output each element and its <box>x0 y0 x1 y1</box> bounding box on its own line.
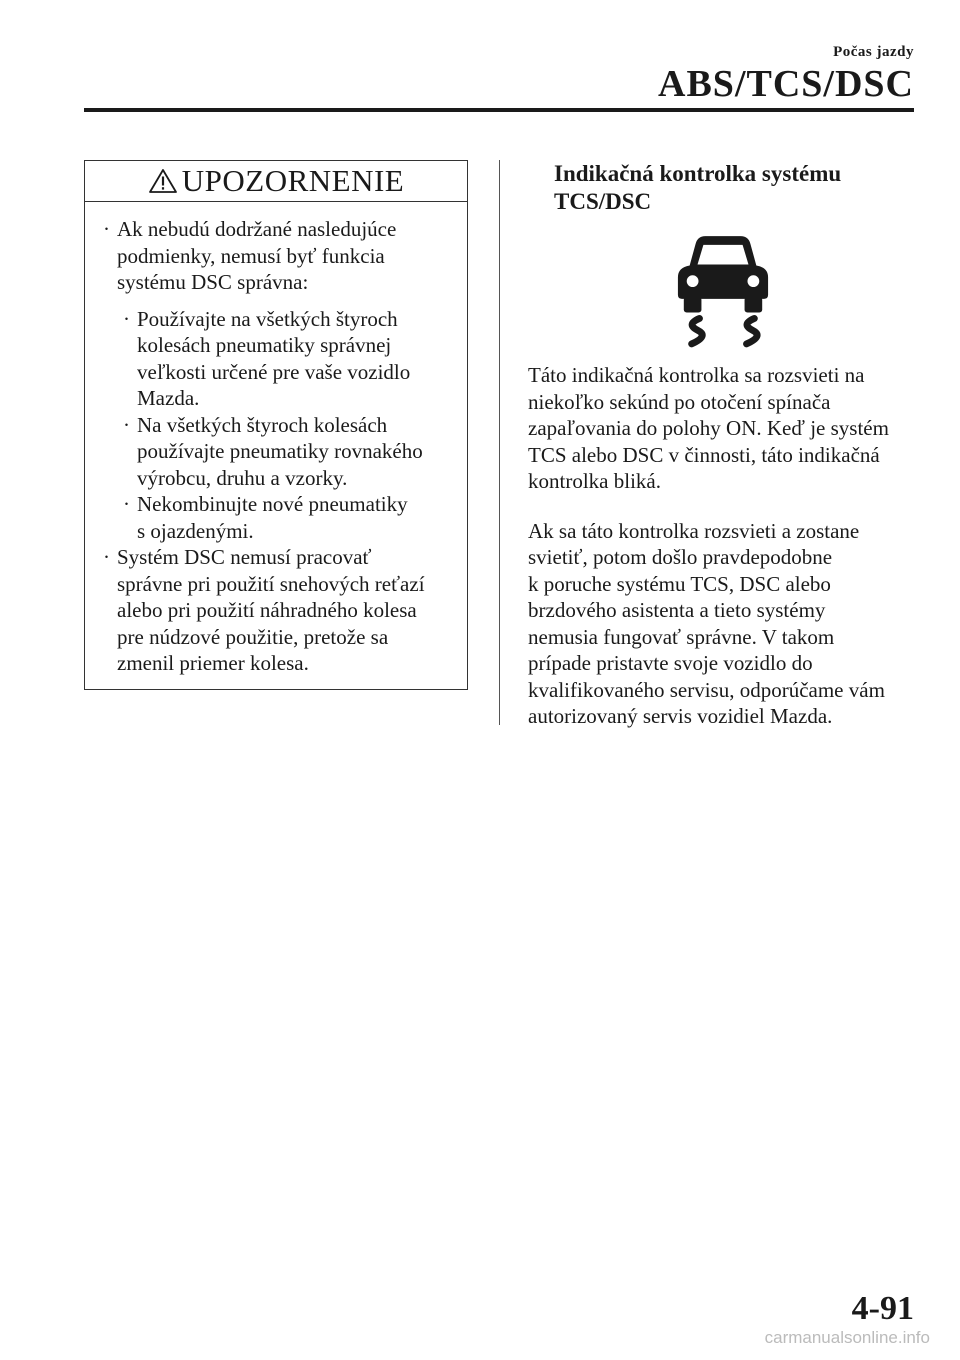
text-line: správne pri použití snehových reťazí <box>117 571 425 596</box>
text-line: Ak sa táto kontrolka rozsvieti a zostane <box>528 518 860 543</box>
text-line: Používajte na všetkých štyroch <box>137 306 398 331</box>
text-line: Na všetkých štyroch kolesách <box>137 412 388 437</box>
text-line: systému DSC správna: <box>117 270 309 294</box>
text-line: zmenil priemer kolesa. <box>117 651 309 675</box>
warning-header <box>85 161 467 202</box>
text-line: Nekombinujte nové pneumatiky <box>137 492 408 516</box>
text-line: Indikačná kontrolka systému <box>554 161 842 186</box>
warning-bullet <box>103 544 451 677</box>
text-line: TCS/DSC <box>554 189 652 214</box>
text-line: veľkosti určené pre vaše vozidlo <box>137 359 411 384</box>
warning-bullet <box>103 216 451 296</box>
text-line: výrobcu, druhu a vzorky. <box>137 465 348 490</box>
bullet-dot: · <box>103 217 110 241</box>
text-line: alebo pri použití náhradného kolesa <box>117 598 417 622</box>
text-line: používajte pneumatiky rovnakého <box>137 439 423 463</box>
text-line: nemusia fungovať správne. V takom <box>528 624 835 649</box>
column-divider <box>499 160 500 725</box>
bullet-dot: · <box>123 412 130 437</box>
page-number: 4-91 <box>851 1290 914 1327</box>
text-line: autorizovaný servis vozidiel Mazda. <box>528 704 833 728</box>
bullet-dot: · <box>123 306 130 331</box>
text-line: brzdového asistenta a tieto systémy <box>528 598 826 622</box>
text-line: niekoľko sekúnd po otočení spínača <box>528 389 831 414</box>
text-line: kolesách pneumatiky správnej <box>137 333 392 357</box>
indicator-icon-wrap <box>528 232 918 348</box>
tcs-dsc-skidding-car-icon <box>674 232 772 348</box>
watermark: carmanualsonline.info <box>764 1328 930 1347</box>
indicator-paragraph-2 <box>528 518 918 730</box>
bullet-dot: · <box>123 492 130 516</box>
warning-body <box>85 202 467 677</box>
text-line: svietiť, potom došlo pravdepodobne <box>528 545 833 569</box>
text-line: kvalifikovaného servisu, odporúčame vám <box>528 677 885 702</box>
warning-sub-bullet <box>103 306 451 412</box>
header-title: ABS/TCS/DSC <box>658 63 914 105</box>
text-line: k poruche systému TCS, DSC alebo <box>528 571 831 596</box>
warning-box <box>84 160 468 690</box>
warning-sub-bullet <box>103 412 451 492</box>
text-line: TCS alebo DSC v činnosti, táto indikačná <box>528 442 880 467</box>
text-line: Táto indikačná kontrolka sa rozsvieti na <box>528 363 865 387</box>
bullet-dot: · <box>103 545 110 569</box>
warning-sub-bullet <box>103 491 451 544</box>
text-line: Ak nebudú dodržané nasledujúce <box>117 217 397 241</box>
text-line: pre núdzové použitie, pretože sa <box>117 624 389 649</box>
indicator-title <box>528 160 918 216</box>
text-line: prípade pristavte svoje vozidlo do <box>528 651 813 675</box>
header-rule <box>84 108 914 112</box>
indicator-paragraph-1 <box>528 362 918 495</box>
text-line: podmienky, nemusí byť funkcia <box>117 243 385 268</box>
warning-triangle-icon <box>148 168 178 194</box>
indicator-section <box>528 160 918 753</box>
warning-title: UPOZORNENIE <box>181 163 405 198</box>
text-line: kontrolka bliká. <box>528 469 661 493</box>
text-line: Mazda. <box>137 386 200 410</box>
text-line: s ojazdenými. <box>137 518 254 543</box>
text-line: zapaľovania do polohy ON. Keď je systém <box>528 416 889 440</box>
header-section-label: Počas jazdy <box>833 44 914 60</box>
text-line: Systém DSC nemusí pracovať <box>117 545 372 569</box>
